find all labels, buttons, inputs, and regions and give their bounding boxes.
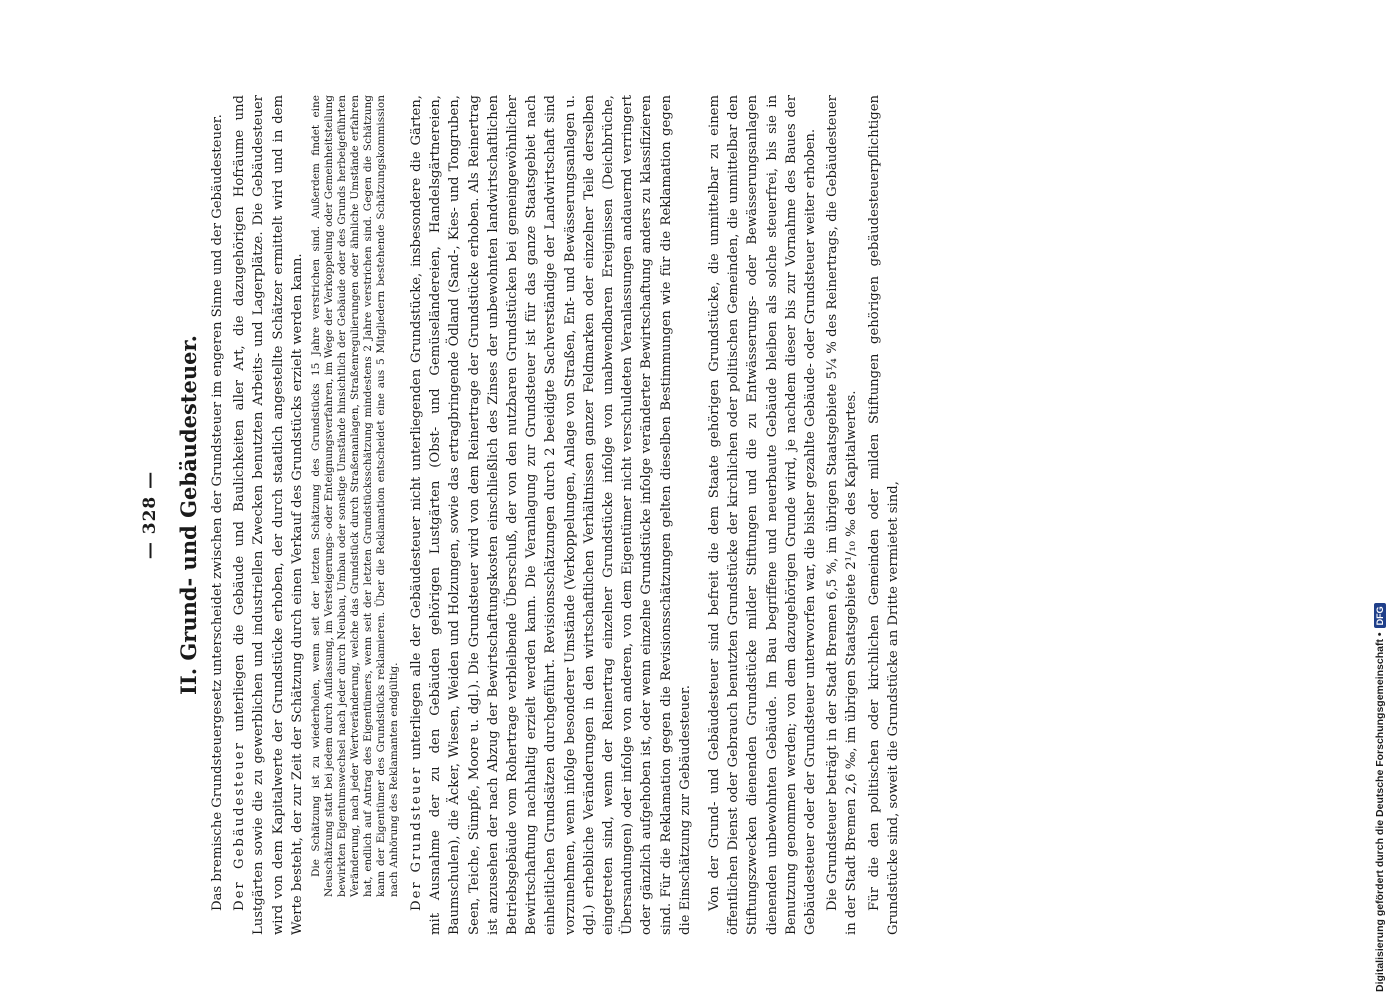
credit-text: Digitalisierung gefördert durch die Deutsche Forschungsgemeinschaft • <box>1374 632 1386 992</box>
exemption-paragraph: Von der Grund- und Gebäudesteuer sind befreit die dem Staate gehörigen Grundstücke, die unmittelbar zu einem öffentlichen Dienst oder Gebrauch benutzten Grundstücke der kirchlichen oder politischen Gemeinden, die unmittelbar den Stiftungszwecken dienenden Grundstücke milder Stiftungen und die zu Entwässerungs- oder Bewässerungsanlagen dienenden unbewohnten Gebäude. Im Bau begriffene und neuerbaute Gebäude bleiben als solche steuerfrei, bis sie in Benutzung genommen werden; von dem dazugehörigen Grunde wird, je nachdem dieser bis zur Vornahme des Baues der Gebäudesteuer oder der Grundsteuer unterworfen war, die bisher gezahlte Gebäude- oder Grundsteuer weiter erhoben. <box>707 95 819 935</box>
intro-paragraph: Das bremische Grundsteuergesetz unterscheidet zwischen der Grundsteuer im engeren Sinne und der Gebäudesteuer. <box>210 114 225 911</box>
valuation-note: Die Schätzung ist zu wiederholen, wenn seit der letzten Schätzung des Grundstücks 15 Jahre verstrichen sind. Außerdem findet eine Neuschätzung statt bei jedem durch Auflassung, im Versteigerungs- oder Enteignungsverfahren, im Wege der Verkoppelung oder Gemeinheitsteilung bewirkten Eigentumswechsel nach jeder durch Neubau, Umbau oder sonstige Umstände hinsichtlich der Gebäude oder des Grunds herbeigeführten Veränderung, nach jeder Wertveränderung, welche das Grundstück durch Straßenanlagen, Straßenregulierungen oder ähnliche Umstände erfahren hat, endlich auf Antrag des Eigentümers, wenn seit der letzten Grundstücksschätzung mindestens 2 Jahre verstrichen sind. Gegen die Schätzung kann der Eigentümer des Grundstücks reklamieren. Über die Reklamation entscheidet eine aus 5 Mitgliedern bestehende Schätzungskommission nach Anhörung des Reklamanten endgültig. <box>310 95 401 897</box>
building-tax-text: unterliegen die Gebäude und Baulichkeiten aller Art, die dazugehörigen Hofräume und Lustgärten sowie die zu gewerblichen und industriellen Zwecken benutzten Arbeits- und Lagerplätze. Die Gebäudesteuer wird von dem Kapitalwerte der Grundstücke erhoben, der durch staatlich angestellte Schätzer ermittelt wird und in dem Werte besteht, der zur Zeit der Schätzung durch einen Verkauf des Grundstücks erzielt werden kann. <box>232 95 305 935</box>
foundation-paragraph: Für die den politischen oder kirchlichen Gemeinden oder milden Stiftungen gehörigen gebäudesteuerpflichtigen Grundstücke sind, soweit die Grundstücke an Dritte vermietet sind, <box>866 95 901 935</box>
section-title: II. Grund- und Gebäudesteuer. <box>176 335 201 695</box>
building-tax-paragraph <box>230 95 307 935</box>
digitization-credit <box>1372 0 1388 992</box>
page-number: — 328 — <box>140 470 160 560</box>
land-tax-term: Der Grundsteuer <box>409 765 425 911</box>
land-tax-text: unterliegen alle der Gebäudesteuer nicht unterliegenden Grundstücke, insbesondere die Gärten, mit Ausnahme der zu den Gebäuden gehörigen Lustgärten (Obst- und Gemüseländereien, Handelsgärtnereien, Baumschulen), die Äcker, Wiesen, Weiden und Holzungen, sowie das ertragbringende Ödland (Sand-, Kies- und Tongruben, Seen, Teiche, Sümpfe, Moore u. dgl.). Die Grundsteuer wird von dem Reinertrage der Grundstücke erhoben. Als Reinertrag ist anzusehen der nach Abzug der Bewirtschaftungskosten einschließlich des Zinses der unbewohnten landwirtschaftlichen Betriebsgebäude vom Rohertrage verbleibende Überschuß, der von den nutzbaren Grundstücken bei gemeingewöhnlicher Bewirtschaftung nachhaltig erzielt werden kann. Die Veranlagung zur Grundsteuer ist für das ganze Staatsgebiet nach einheitlichen Grundsätzen durchgeführt. Revisionsschätzungen durch 2 beeidigte Sachverständige der Landwirtschaft sind vorzunehmen, wenn infolge besonderer Umstände (Verkoppelungen, Anlage von Straßen, Ent- und Bewässerungsanlagen u. dgl.) erhebliche Veränderungen in den wirtschaftlichen Verhältnissen ganzer Feldmarken oder einzelner Teile derselben eingetreten sind, wenn der Reinertrag einzelner Grundstücke infolge von unabwendbaren Ereignissen (Deichbrüche, Übersandungen) oder infolge von anderen, von dem Eigentümer nicht verschuldeten Veranlassungen andauernd verringert oder gänzlich aufgehoben ist, oder wenn einzelne Grundstücke infolge veränderter Bewirtschaftung anders zu klassifizieren sind. Für die Reklamation gegen die Revisionsschätzungen gelten dieselben Bestimmungen wie für die Reklamation gegen die Einschätzung zur Gebäudesteuer. <box>409 95 693 935</box>
land-tax-paragraph <box>407 95 695 935</box>
tax-rate-paragraph: Die Grundsteuer beträgt in der Stadt Bremen 6,5 %, im übrigen Staatsgebiete 5¼ % des Reinertrags, die Gebäudesteuer in der Stadt Bremen 2,6 ‰, im übrigen Staatsgebiete 2¹/₁₀ ‰ des Kapitalwertes. <box>825 95 860 935</box>
body-text <box>208 95 906 935</box>
dfg-logo-icon: DFG <box>1374 603 1386 628</box>
document-page <box>140 95 1230 935</box>
building-tax-term: Der Gebäudesteuer <box>232 741 248 911</box>
